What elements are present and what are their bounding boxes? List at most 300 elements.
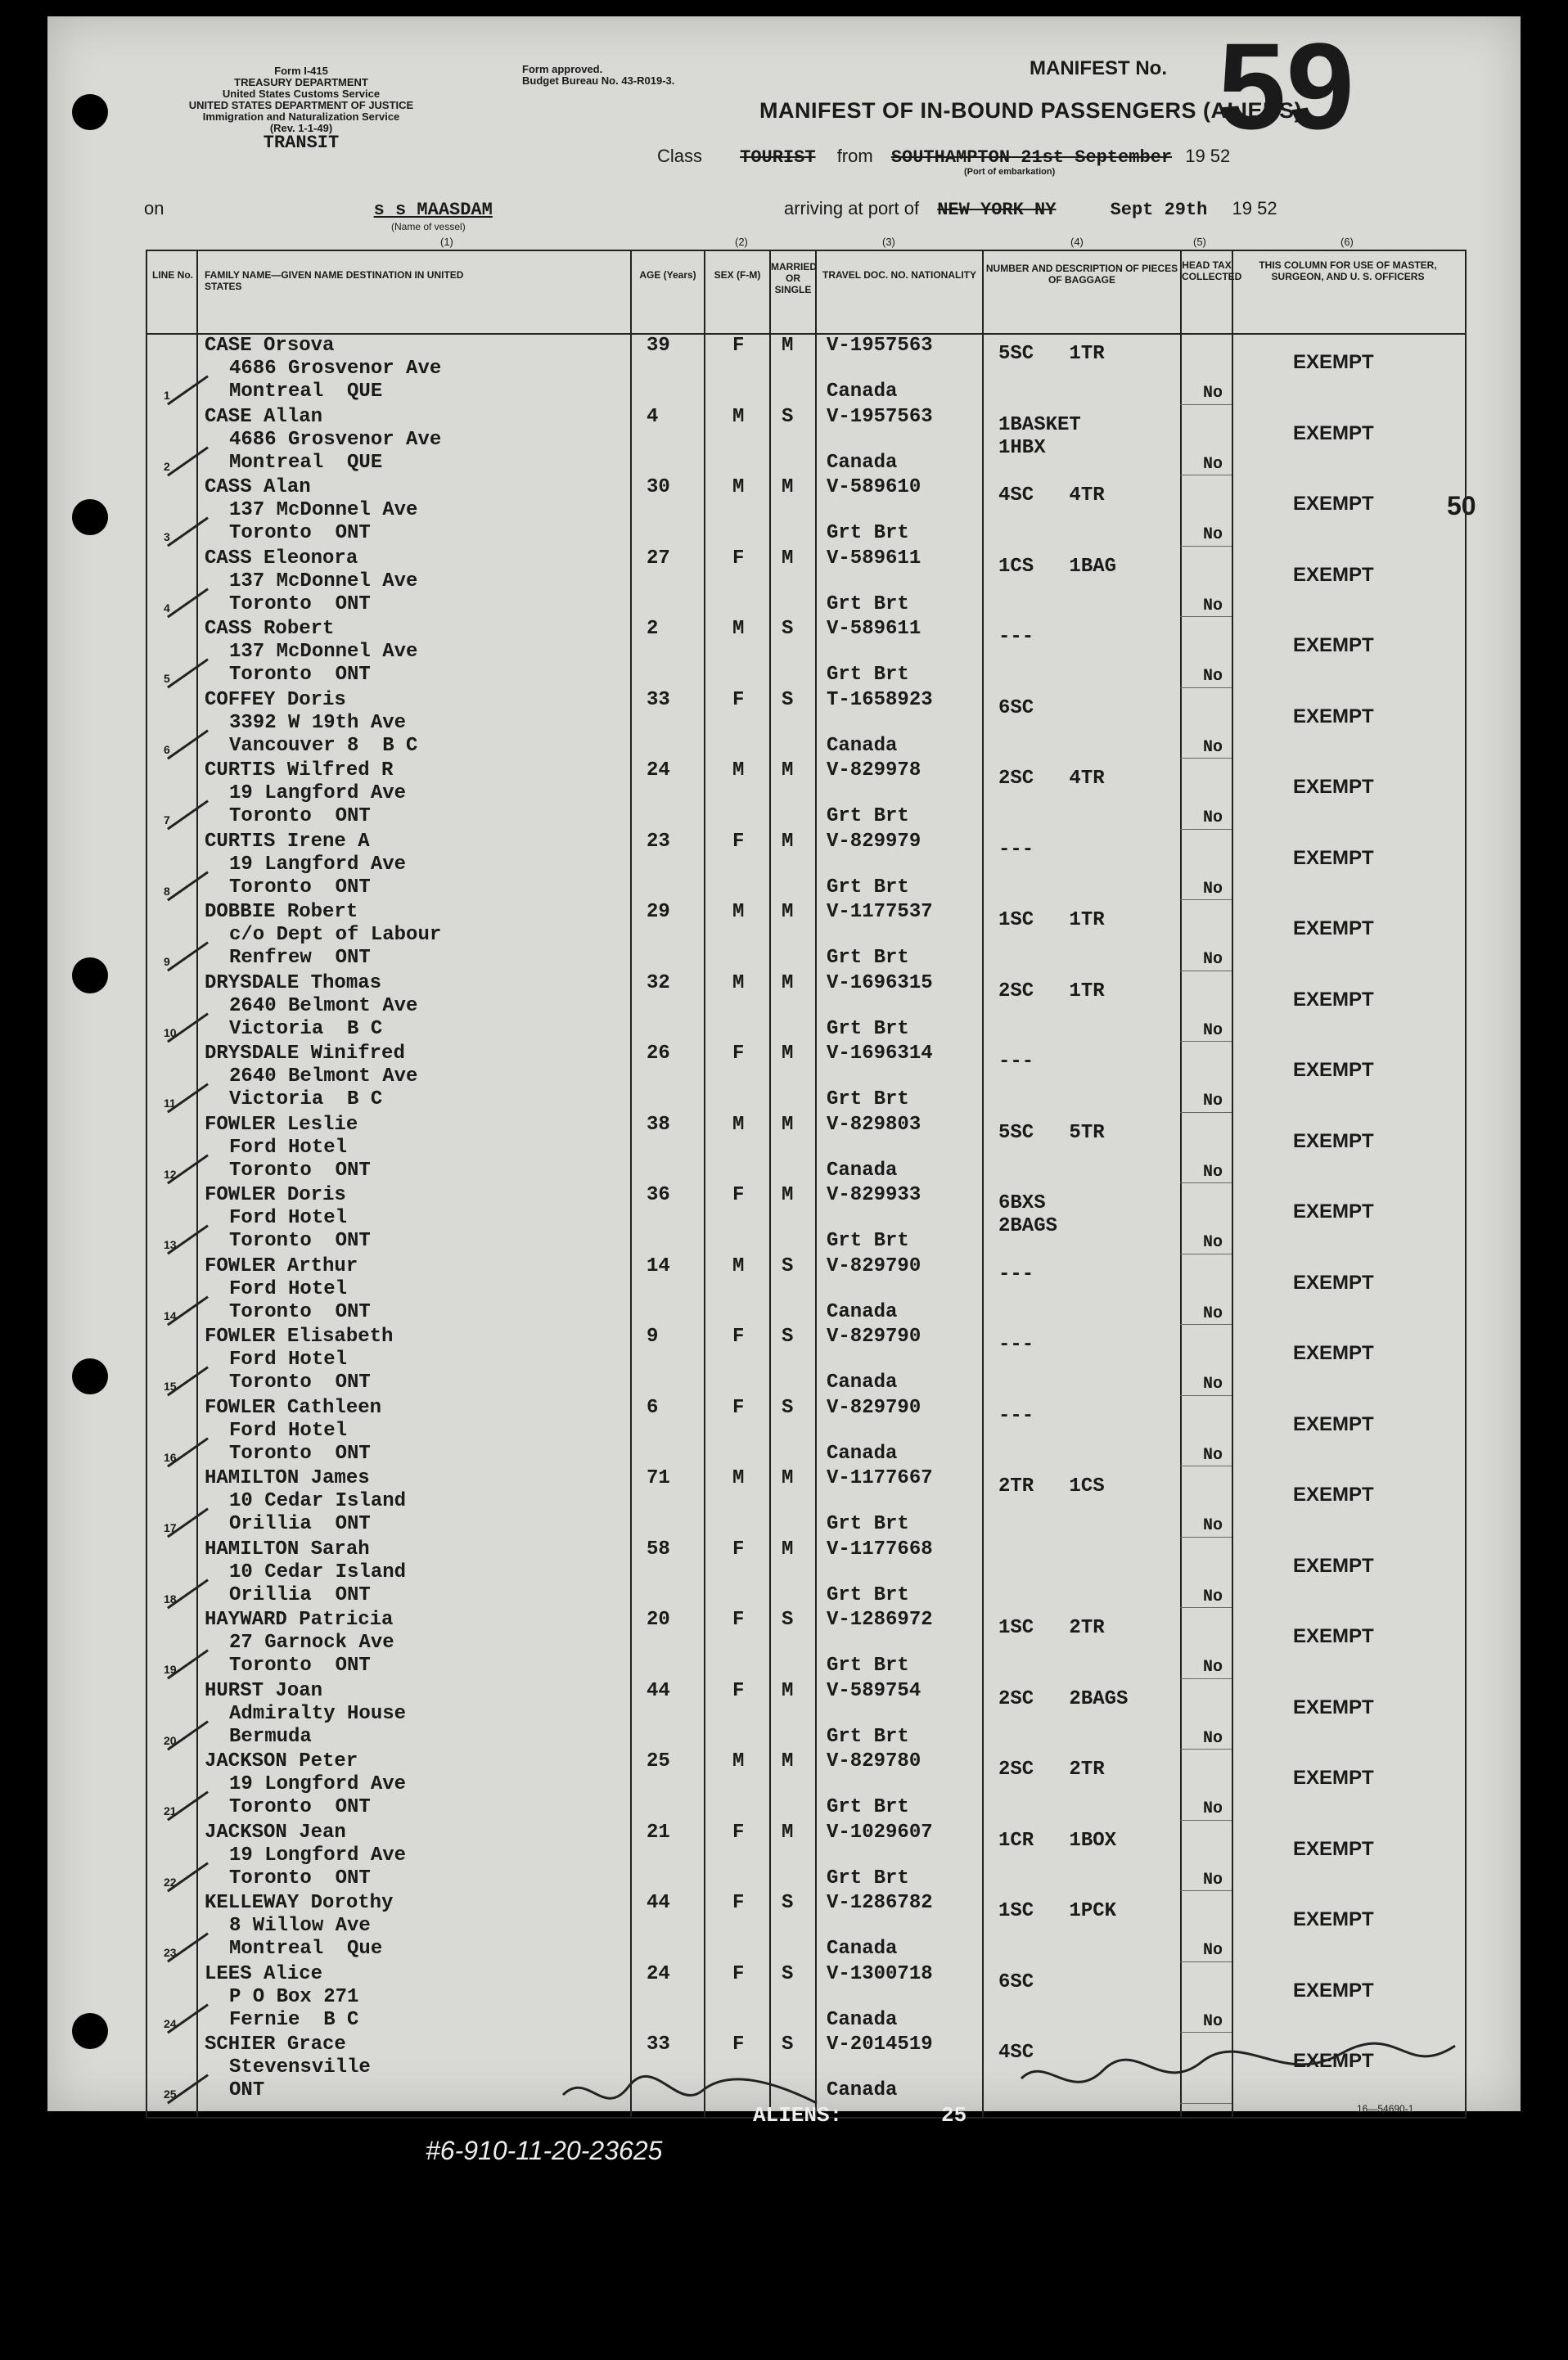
line-number: 1 (164, 389, 170, 402)
check-mark-icon (148, 349, 209, 406)
nationality: Grt Brt (827, 1583, 909, 1606)
travel-doc: V-1957563 (827, 335, 933, 357)
officer-signature (1013, 2038, 1471, 2111)
head-tax: No (1203, 1728, 1223, 1748)
line-number: 3 (164, 530, 170, 543)
address-line-2: Montreal QUE (229, 381, 383, 403)
address-line-1: 2640 Belmont Ave (229, 1065, 418, 1088)
row-divider (1180, 1890, 1232, 1891)
file-number: #6-910-11-20-23625 (426, 2136, 663, 2165)
address-line-2: Bermuda (229, 1725, 312, 1748)
customs-service: United States Customs Service (222, 88, 381, 100)
marital-status: S (782, 618, 794, 640)
passenger-name: HURST Joan (205, 1679, 323, 1702)
sex: F (732, 547, 745, 570)
travel-doc: V-1177668 (827, 1538, 933, 1561)
sex: F (732, 2033, 745, 2056)
sex: F (732, 1396, 745, 1419)
age: 58 (647, 1538, 670, 1561)
row-divider (1180, 1182, 1232, 1183)
age: 44 (647, 1679, 670, 1702)
row-divider (1180, 1537, 1232, 1538)
row-divider (1180, 687, 1232, 688)
passenger-name: HAMILTON Sarah (205, 1538, 370, 1561)
officer-note: EXEMPT (1293, 705, 1374, 727)
nationality: Canada (827, 734, 898, 757)
baggage: 6SC (998, 1970, 1034, 1993)
row-divider (1180, 1395, 1232, 1396)
check-mark-icon (148, 2047, 209, 2105)
age: 21 (647, 1821, 670, 1844)
passenger-name: CASE Orsova (205, 335, 335, 357)
table-row (147, 1963, 1465, 2034)
col-num-6: (6) (1340, 236, 1354, 248)
travel-doc: V-1300718 (827, 1962, 933, 1985)
address-line-1: 3392 W 19th Ave (229, 711, 407, 734)
officer-note: EXEMPT (1293, 1554, 1374, 1577)
baggage: 2SC 2BAGS (998, 1687, 1129, 1710)
passenger-name: JACKSON Jean (205, 1821, 346, 1844)
travel-doc: V-1696315 (827, 971, 933, 994)
baggage: 5SC 5TR (998, 1121, 1105, 1144)
on-label: on (144, 198, 164, 218)
age: 33 (647, 2033, 670, 2056)
nationality: Grt Brt (827, 1513, 909, 1535)
passenger-name: CURTIS Irene A (205, 830, 370, 853)
travel-doc: V-589610 (827, 476, 921, 498)
head-tax: No (1203, 596, 1223, 615)
address-line-2: Orillia ONT (229, 1513, 371, 1535)
head-tax: No (1203, 454, 1223, 474)
check-mark-icon (148, 632, 209, 689)
head-tax: No (1203, 1658, 1223, 1677)
officer-note: EXEMPT (1293, 351, 1374, 373)
nationality: Grt Brt (827, 1796, 909, 1818)
age: 4 (647, 405, 659, 428)
address-line-1: Ford Hotel (229, 1136, 348, 1159)
row-divider (1180, 1607, 1232, 1608)
line-number: 24 (164, 2016, 177, 2030)
col-line-no: LINE No. (152, 269, 193, 281)
marital-status: M (782, 547, 794, 570)
head-tax: No (1203, 1020, 1223, 1040)
baggage: 1CS 1BAG (998, 555, 1117, 578)
officer-note: EXEMPT (1293, 2050, 1374, 2072)
address-line-2: Fernie B C (229, 2008, 359, 2031)
age: 36 (647, 1184, 670, 1206)
travel-doc: V-829790 (827, 1326, 921, 1348)
age: 25 (647, 1750, 670, 1772)
nationality: Canada (827, 381, 898, 403)
travel-doc: V-829803 (827, 1113, 921, 1136)
arriving-line (784, 198, 1277, 220)
passenger-name: COFFEY Doris (205, 688, 346, 711)
nationality: Grt Brt (827, 522, 909, 544)
baggage: 4SC (998, 2042, 1034, 2064)
marital-status: M (782, 1043, 794, 1065)
nationality: Canada (827, 1442, 898, 1465)
marital-status: S (782, 1396, 794, 1419)
sex: F (732, 830, 745, 853)
baggage: 1SC 1PCK (998, 1900, 1117, 1922)
address-line-2: Toronto ONT (229, 1300, 371, 1323)
address-line-1: 19 Longford Ave (229, 1844, 407, 1867)
sex: F (732, 335, 745, 357)
sex: F (732, 1962, 745, 1985)
passenger-name: FOWLER Elisabeth (205, 1326, 394, 1348)
address-line-2: Toronto ONT (229, 1371, 371, 1394)
baggage: --- (998, 1334, 1034, 1356)
line-number: 22 (164, 1875, 177, 1889)
check-mark-icon (148, 702, 209, 759)
line-number: 21 (164, 1804, 177, 1817)
marital-status: S (782, 688, 794, 711)
baggage: 1SC 2TR (998, 1617, 1105, 1639)
from-label: from (836, 146, 873, 166)
baggage: --- (998, 1051, 1034, 1073)
officer-note: EXEMPT (1293, 421, 1374, 444)
col-sex: SEX (F-M) (714, 269, 761, 281)
row-divider (1180, 1324, 1232, 1325)
passenger-name: HAMILTON James (205, 1467, 370, 1489)
check-mark-icon (148, 1764, 209, 1822)
passenger-name: FOWLER Doris (205, 1184, 346, 1206)
nationality: Canada (827, 2079, 898, 2101)
year-2: 19 52 (1232, 198, 1277, 218)
address-line-2: Victoria B C (229, 1088, 383, 1110)
travel-doc: V-589611 (827, 618, 921, 640)
table-row (147, 831, 1465, 902)
sex: M (732, 1467, 745, 1489)
nationality: Grt Brt (827, 805, 909, 827)
binder-hole (72, 957, 108, 993)
address-line-2: Toronto ONT (229, 1655, 371, 1677)
travel-doc: V-1286972 (827, 1609, 933, 1631)
marital-status: S (782, 2033, 794, 2056)
baggage: --- (998, 838, 1034, 861)
table-row (147, 1255, 1465, 1326)
table-row (147, 1538, 1465, 1610)
col-num-5: (5) (1193, 236, 1206, 248)
age: 32 (647, 971, 670, 994)
col-num-1: (1) (440, 236, 453, 248)
manifest-number: 59 (1218, 17, 1354, 155)
passenger-name: CASS Eleonora (205, 547, 358, 570)
sex: M (732, 476, 745, 498)
table-row (147, 1043, 1465, 1114)
address-line-1: 27 Garnock Ave (229, 1632, 394, 1654)
officer-note: EXEMPT (1293, 1059, 1374, 1081)
address-line-1: 19 Langford Ave (229, 782, 407, 804)
col-travel-doc: TRAVEL DOC. NO. NATIONALITY (822, 269, 976, 281)
row-divider (1180, 1961, 1232, 1962)
ins: Immigration and Naturalization Service (202, 110, 400, 123)
age: 23 (647, 830, 670, 853)
table-row (147, 972, 1465, 1043)
row-divider (1180, 1749, 1232, 1750)
baggage: 6BXS 2BAGS (998, 1192, 1058, 1237)
address-line-1: Ford Hotel (229, 1207, 348, 1229)
passenger-name: HAYWARD Patricia (205, 1609, 394, 1631)
age: 2 (647, 618, 659, 640)
address-line-1: Ford Hotel (229, 1419, 348, 1442)
address-line-1: 19 Langford Ave (229, 853, 407, 876)
marital-status: M (782, 1113, 794, 1136)
arriving-label: arriving at port of (784, 198, 920, 218)
department-of-justice: UNITED STATES DEPARTMENT OF JUSTICE (188, 99, 414, 111)
page-title: MANIFEST OF IN-BOUND PASSENGERS (ALIENS) (759, 98, 1303, 123)
check-mark-icon (148, 985, 209, 1043)
table-row (147, 1892, 1465, 1963)
address-line-1: 10 Cedar Island (229, 1561, 407, 1583)
row-divider (1180, 1820, 1232, 1821)
margin-note-50: 50 (1447, 491, 1476, 520)
line-number: 11 (164, 1097, 176, 1110)
table-row (147, 1397, 1465, 1468)
row-divider (1180, 2032, 1232, 2033)
nationality: Grt Brt (827, 664, 909, 686)
baggage: 5SC 1TR (998, 343, 1105, 365)
arriving-date: Sept 29th (1110, 200, 1208, 220)
line-number: 6 (164, 742, 170, 756)
marital-status: M (782, 1467, 794, 1489)
marital-status: S (782, 1962, 794, 1985)
address-line-1: 137 McDonnel Ave (229, 499, 418, 521)
class-label: Class (657, 146, 703, 166)
passenger-name: FOWLER Cathleen (205, 1396, 382, 1419)
table-header (147, 251, 1465, 335)
nationality: Grt Brt (827, 947, 909, 969)
check-mark-icon (148, 1481, 209, 1538)
travel-doc: V-2014519 (827, 2033, 933, 2056)
baggage: 6SC (998, 696, 1034, 719)
address-line-2: Victoria B C (229, 1017, 383, 1040)
table-row (147, 689, 1465, 760)
address-line-2: Renfrew ONT (229, 947, 371, 969)
line-number: 5 (164, 672, 170, 685)
age: 9 (647, 1326, 659, 1348)
head-tax: No (1203, 808, 1223, 827)
table-row (147, 1467, 1465, 1538)
marital-status: M (782, 1679, 794, 1702)
check-mark-icon (148, 1552, 209, 1609)
officer-note: EXEMPT (1293, 1696, 1374, 1718)
officer-note: EXEMPT (1293, 634, 1374, 656)
table-row (147, 406, 1465, 477)
row-divider (1180, 899, 1232, 900)
table-row (147, 1822, 1465, 1893)
table-row (147, 1609, 1465, 1680)
row-divider (1180, 546, 1232, 547)
age: 27 (647, 547, 670, 570)
sex: M (732, 1113, 745, 1136)
col-num-4: (4) (1070, 236, 1084, 248)
binder-hole (72, 1358, 108, 1394)
address-line-2: Toronto ONT (229, 1159, 371, 1182)
line-number: 18 (164, 1592, 177, 1606)
address-line-2: Toronto ONT (229, 1442, 371, 1465)
baggage: 1CR 1BOX (998, 1829, 1117, 1852)
officer-note: EXEMPT (1293, 1271, 1374, 1294)
col-married: MARRIED OR SINGLE (771, 261, 817, 295)
nationality: Canada (827, 2008, 898, 2031)
address-line-2: Toronto ONT (229, 805, 371, 827)
line-number: 23 (164, 1946, 177, 1959)
nationality: Canada (827, 1300, 898, 1323)
sex: F (732, 1538, 745, 1561)
address-line-2: Orillia ONT (229, 1583, 371, 1606)
marital-status: S (782, 405, 794, 428)
line-number: 25 (164, 2088, 177, 2101)
col-head-tax: HEAD TAX COLLECTED (1182, 259, 1242, 282)
year-1: 19 52 (1185, 146, 1231, 166)
passenger-name: FOWLER Arthur (205, 1254, 358, 1277)
row-divider (1180, 758, 1232, 759)
col-num-2: (2) (735, 236, 748, 248)
address-line-2: Toronto ONT (229, 664, 371, 686)
table-row (147, 1114, 1465, 1185)
sex: M (732, 759, 745, 781)
head-tax: No (1203, 737, 1223, 757)
form-approved-line: Form approved. (522, 63, 603, 75)
check-mark-icon (148, 915, 209, 972)
travel-doc: V-1286782 (827, 1892, 933, 1914)
officer-note: EXEMPT (1293, 1625, 1374, 1647)
head-tax: No (1203, 1870, 1223, 1889)
travel-doc: V-1177667 (827, 1467, 933, 1489)
officer-note: EXEMPT (1293, 1837, 1374, 1860)
travel-doc: V-829790 (827, 1396, 921, 1419)
check-mark-icon (148, 1410, 209, 1467)
check-mark-icon (148, 1340, 209, 1397)
passenger-name: CASS Robert (205, 618, 335, 640)
binder-hole (72, 499, 108, 535)
marital-status: M (782, 1821, 794, 1844)
line-number: 15 (164, 1380, 177, 1393)
vessel-caption: (Name of vessel) (391, 221, 466, 232)
officer-note: EXEMPT (1293, 1908, 1374, 1930)
revision: (Rev. 1-1-49) (269, 122, 333, 134)
marital-status: M (782, 971, 794, 994)
baggage: 1SC 1TR (998, 909, 1105, 931)
officer-note: EXEMPT (1293, 1979, 1374, 2002)
line-number: 8 (164, 884, 170, 898)
address-line-2: ONT (229, 2079, 265, 2101)
head-tax: No (1203, 667, 1223, 686)
transit-label: TRANSIT (263, 133, 340, 153)
baggage: 4SC 4TR (998, 484, 1105, 507)
col-num-3: (3) (882, 236, 895, 248)
head-tax: No (1203, 879, 1223, 899)
nationality: Grt Brt (827, 1867, 909, 1889)
col-name: FAMILY NAME—GIVEN NAME DESTINATION IN UNITED STATES (205, 269, 464, 292)
nationality: Canada (827, 451, 898, 474)
head-tax: No (1203, 1941, 1223, 1960)
vessel-name: s s MAASDAM (373, 200, 493, 220)
line-number: 20 (164, 1733, 177, 1747)
passenger-name: FOWLER Leslie (205, 1113, 358, 1136)
nationality: Canada (827, 1159, 898, 1182)
check-mark-icon (148, 1198, 209, 1255)
sex: F (732, 1679, 745, 1702)
class-value: TOURIST (740, 147, 816, 168)
address-line-1: 10 Cedar Island (229, 1490, 407, 1512)
baggage: 2SC 2TR (998, 1759, 1105, 1781)
table-row (147, 1326, 1465, 1397)
address-line-2: Montreal QUE (229, 451, 383, 474)
line-number: 12 (164, 1167, 177, 1181)
address-line-2: Montreal Que (229, 1938, 383, 1960)
address-line-2: Vancouver 8 B C (229, 734, 418, 757)
line-number: 10 (164, 1025, 177, 1039)
arriving-port: NEW YORK NY (937, 200, 1057, 220)
nationality: Grt Brt (827, 876, 909, 899)
address-line-1: 137 McDonnel Ave (229, 570, 418, 592)
budget-bureau-line: Budget Bureau No. 43-R019-3. (522, 74, 675, 87)
address-line-2: Toronto ONT (229, 592, 371, 615)
travel-doc: V-1177537 (827, 901, 933, 923)
travel-doc: V-829790 (827, 1254, 921, 1277)
passenger-table (146, 250, 1467, 2119)
sex: F (732, 1326, 745, 1348)
vessel-line (144, 198, 493, 220)
officer-note: EXEMPT (1293, 917, 1374, 939)
marital-status: S (782, 1326, 794, 1348)
check-mark-icon (148, 1127, 209, 1184)
table-row (147, 335, 1465, 406)
travel-doc: V-829933 (827, 1184, 921, 1206)
table-row (147, 547, 1465, 619)
sex: M (732, 618, 745, 640)
head-tax: No (1203, 525, 1223, 544)
table-row (147, 1680, 1465, 1751)
age: 30 (647, 476, 670, 498)
check-mark-icon (148, 1976, 209, 2033)
age: 44 (647, 1892, 670, 1914)
table-row (147, 759, 1465, 831)
address-line-1: 4686 Grosvenor Ave (229, 428, 442, 451)
officer-note: EXEMPT (1293, 563, 1374, 586)
address-line-1: 19 Longford Ave (229, 1773, 407, 1795)
nationality: Canada (827, 1371, 898, 1394)
nationality: Grt Brt (827, 1088, 909, 1110)
passenger-name: SCHIER Grace (205, 2033, 346, 2056)
officer-note: EXEMPT (1293, 493, 1374, 515)
officer-note: EXEMPT (1293, 1200, 1374, 1223)
row-divider (1180, 829, 1232, 830)
baggage: 1BASKET 1HBX (998, 413, 1081, 459)
aliens-label: ALIENS: (753, 2103, 843, 2128)
table-row (147, 618, 1465, 689)
address-line-1: 2640 Belmont Ave (229, 994, 418, 1017)
sex: F (732, 1609, 745, 1631)
age: 39 (647, 335, 670, 357)
line-number: 17 (164, 1521, 177, 1534)
age: 26 (647, 1043, 670, 1065)
marital-status: S (782, 1254, 794, 1277)
marital-status: S (782, 1892, 794, 1914)
from-value: SOUTHAMPTON 21st September (890, 147, 1173, 168)
age: 71 (647, 1467, 670, 1489)
nationality: Grt Brt (827, 1655, 909, 1677)
manifest-no-label: MANIFEST No. (1030, 57, 1167, 79)
baggage: 2SC 1TR (998, 980, 1105, 1002)
nationality: Grt Brt (827, 1230, 909, 1252)
marital-status: M (782, 335, 794, 357)
marital-status: M (782, 1184, 794, 1206)
head-tax: No (1203, 1516, 1223, 1535)
age: 6 (647, 1396, 659, 1419)
